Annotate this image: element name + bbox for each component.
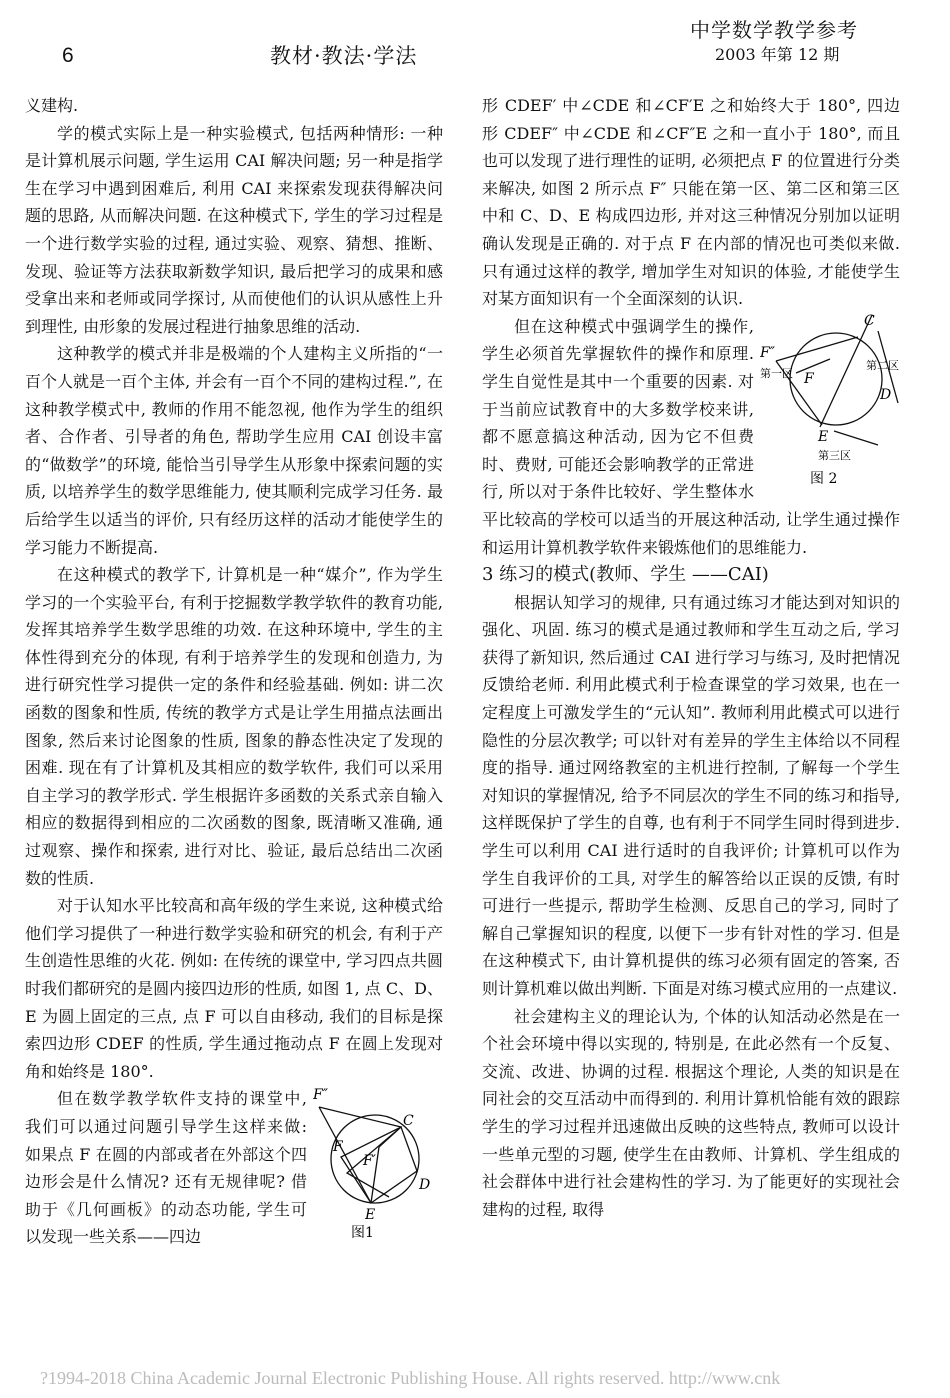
journal-title: 中学数学教学参考 bbox=[690, 18, 858, 42]
section-title: 教材·教法·学法 bbox=[270, 44, 418, 68]
paragraph: 这种教学的模式并非是极端的个人建构主义所指的“一百个人就是一百个主体, 并会有一百个不同的建构过程.”, 在这种教学模式中, 教师的作用不能忽视, 他作为学生的组织者、合作者、引导者的角色, 帮助学生应用 CAI 创设丰富的“做数学”的环境, 能恰当引导学生从形象中探索问题的实质, 以培养学生的数学思维能力, 使其顺利完成学习任务. 最后给学生以适当的评价, 只有经历这样的活动才能使学生的学习能力不断提高. bbox=[25, 344, 443, 557]
fig2-label-c: C bbox=[864, 312, 875, 329]
fig2-label-e: E bbox=[818, 428, 829, 445]
fig2-label-d: D bbox=[880, 386, 892, 403]
figure-2-caption: 图 2 bbox=[810, 470, 838, 487]
copyright-footer: ?1994-2018 China Academic Journal Electronic Publishing House. All rights reserved. http://www.cnk bbox=[40, 1368, 781, 1388]
paragraph: 但在这种模式中强调学生的操作, 学生必须首先掌握软件的操作和原理. 学生自觉性是其中一个重要的因素. 对于当前应试教育中的大多数学校来讲, 都不愿意搞这种活动, 因为它不但费时、费财, 可能还会影响教学的正常进行, 所以对于条件比较好、学生整体水平比较高的学校可以适当的开展这种活动, 让学生通过操作和运用计算机教学软件来锻炼他们的思维能力. bbox=[482, 316, 900, 557]
figure-1 bbox=[313, 1085, 443, 1255]
section-heading: 3 练习的模式(教师、学生 ——CAI) bbox=[482, 564, 769, 586]
page-number: 6 bbox=[62, 44, 74, 67]
figure-2 bbox=[760, 313, 900, 493]
left-column bbox=[25, 92, 443, 1255]
paragraph: 在这种模式的教学下, 计算机是一种“媒介”, 作为学生学习的一个实验平台, 有利于挖掘数学教学软件的教育功能, 发挥其培养学生数学思维的功效. 在这种环境中, 学生的主体性得到充分的体现, 有利于培养学生的发现和创造力, 为进行研究性学习提供一定的条件和经验基础. 例如: 讲二次函数的图象和性质, 传统的教学方式是让学生用描点法画出图象, 然后来讨论图象的性质, 图象的静态性决定了发现的困难. 现在有了计算机及其相应的数学软件, 我们可以采用自主学习的教学形式. 学生根据许多函数的关系式亲自输入相应的数据得到相应的二次函数的图象, 既清晰又准确, 通过观察、操作和探索, 进行对比、验证, 最后总结出二次函数的性质. bbox=[25, 565, 443, 888]
figure-1-caption: 图1 bbox=[351, 1225, 374, 1242]
fig2-zone-1: 第一区 bbox=[760, 366, 793, 380]
paragraph: 学的模式实际上是一种实验模式, 包括两种情形: 一种是计算机展示问题, 学生运用 CAI 解决问题; 另一种是指学生在学习中遇到困难后, 利用 CAI 来探索发现获得解决问题的思路, 从而解决问题. 在这种模式下, 学生的学习过程是一个进行数学实验的过程, 通过实验、观察、猜想、推断、发现、验证等方法获取新数学知识, 最后把学习的成果和感受拿出来和老师或同学探讨, 从而使他们的认识从感性上升到理性, 由形象的发展过程进行抽象思维的活动. bbox=[25, 123, 443, 336]
paragraph: 社会建构主义的理论认为, 个体的认知活动必然是在一个社会环境中得以实现的, 特别是, 在此必然有一个反复、交流、改进、协调的过程. 根据这个理论, 人类的知识是在同社会的交互活动中而得到的. 利用计算机恰能有效的跟踪学生的学习过程并迅速做出反映的这些特点, 教师可以设计一些单元型的习题, 使学生在由教师、计算机、学生组成的社会群体中进行社会建构性的学习. 为了能更好的实现社会建构的过程, 取得 bbox=[482, 1006, 900, 1219]
paragraph: 对于认知水平比较高和高年级的学生来说, 这种模式给他们学习提供了一种进行数学实验和研究的机会, 有利于产生创造性思维的火花. 例如: 在传统的课堂中, 学习四点共圆时我们都研究的是圆内接四边形的性质, 如图 1, 点 C、D、E 为圆上固定的三点, 点 F 可以自由移动, 我们的目标是探索四边形 CDEF 的性质, 学生通过拖动点 F 在圆上发现对角和始终是 180°. bbox=[25, 896, 443, 1081]
issue-info: 2003 年第 12 期 bbox=[715, 45, 840, 64]
fig1-label-f1: F′ bbox=[363, 1153, 376, 1170]
fig1-label-c: C bbox=[403, 1113, 414, 1130]
fig1-label-e: E bbox=[365, 1207, 376, 1224]
paragraph: 义建构. bbox=[25, 96, 79, 115]
fig2-zone-2: 第二区 bbox=[866, 358, 899, 372]
fig1-label-f2: F″ bbox=[313, 1087, 328, 1104]
fig2-label-f2: F″ bbox=[760, 344, 775, 361]
fig1-label-f: F bbox=[333, 1139, 343, 1156]
fig2-zone-3: 第三区 bbox=[818, 448, 851, 462]
paragraph: 根据认知学习的规律, 只有通过练习才能达到对知识的强化、巩固. 练习的模式是通过教师和学生互动之后, 学习获得了新知识, 然后通过 CAI 进行学习与练习, 及时把情况反馈给老师. 利用此模式利于检查课堂的学习效果, 也在一定程度上可激发学生的“元认知”. 教师利用此模式可以进行隐性的分层次教学; 可以针对有差异的学生主体给以不同程度的指导. 通过网络教室的主机进行控制, 了解每一个学生对知识的掌握情况, 给予不同层次的学生不同的练习和指导, 这样既保护了学生的自尊, 也有利于不同学生同时得到进步. 学生可以利用 CAI 进行适时的自我评价; 计算机可以作为学生自我评价的工具, 对学生的解答给以正误的反馈, 有时可进行一些提示, 帮助学生检测、反思自己的学习, 同时了解自己掌握知识的程度, 以便下一步有针对性的学习. 但是在这种模式下, 由计算机提供的练习必须有固定的答案, 否则计算机难以做出判断. 下面是对练习模式应用的一点建议. bbox=[482, 592, 900, 998]
paragraph: 形 CDEF′ 中∠CDE 和∠CF′E 之和始终大于 180°, 四边形 CDEF″ 中∠CDE 和∠CF″E 之和一直小于 180°, 而且也可以发现了进行理性的证明, 必须把点 F 的位置进行分类来解决, 如图 2 所示点 F″ 只能在第一区、第二区和第三区中和 C、D、E 构成四边形, 并对这三种情况分别加以证明确认发现是正确的. 对于点 F 在内部的情况也可类似来做. 只有通过这样的教学, 增加学生对知识的体验, 才能使学生对某方面知识有一个全面深刻的认识. bbox=[482, 96, 900, 309]
right-column bbox=[482, 92, 900, 1223]
fig2-label-f: F bbox=[804, 370, 814, 387]
fig1-label-d: D bbox=[419, 1177, 431, 1194]
paragraph: 但在数学教学软件支持的课堂中, 我们可以通过问题引导学生这样来做: 如果点 F 在圆的内部或者在外部这个四边形会是什么情况? 还有无规律呢? 借助于《几何画板》的动态功能, 学生可以发现一些关系——四边 bbox=[25, 1089, 307, 1247]
